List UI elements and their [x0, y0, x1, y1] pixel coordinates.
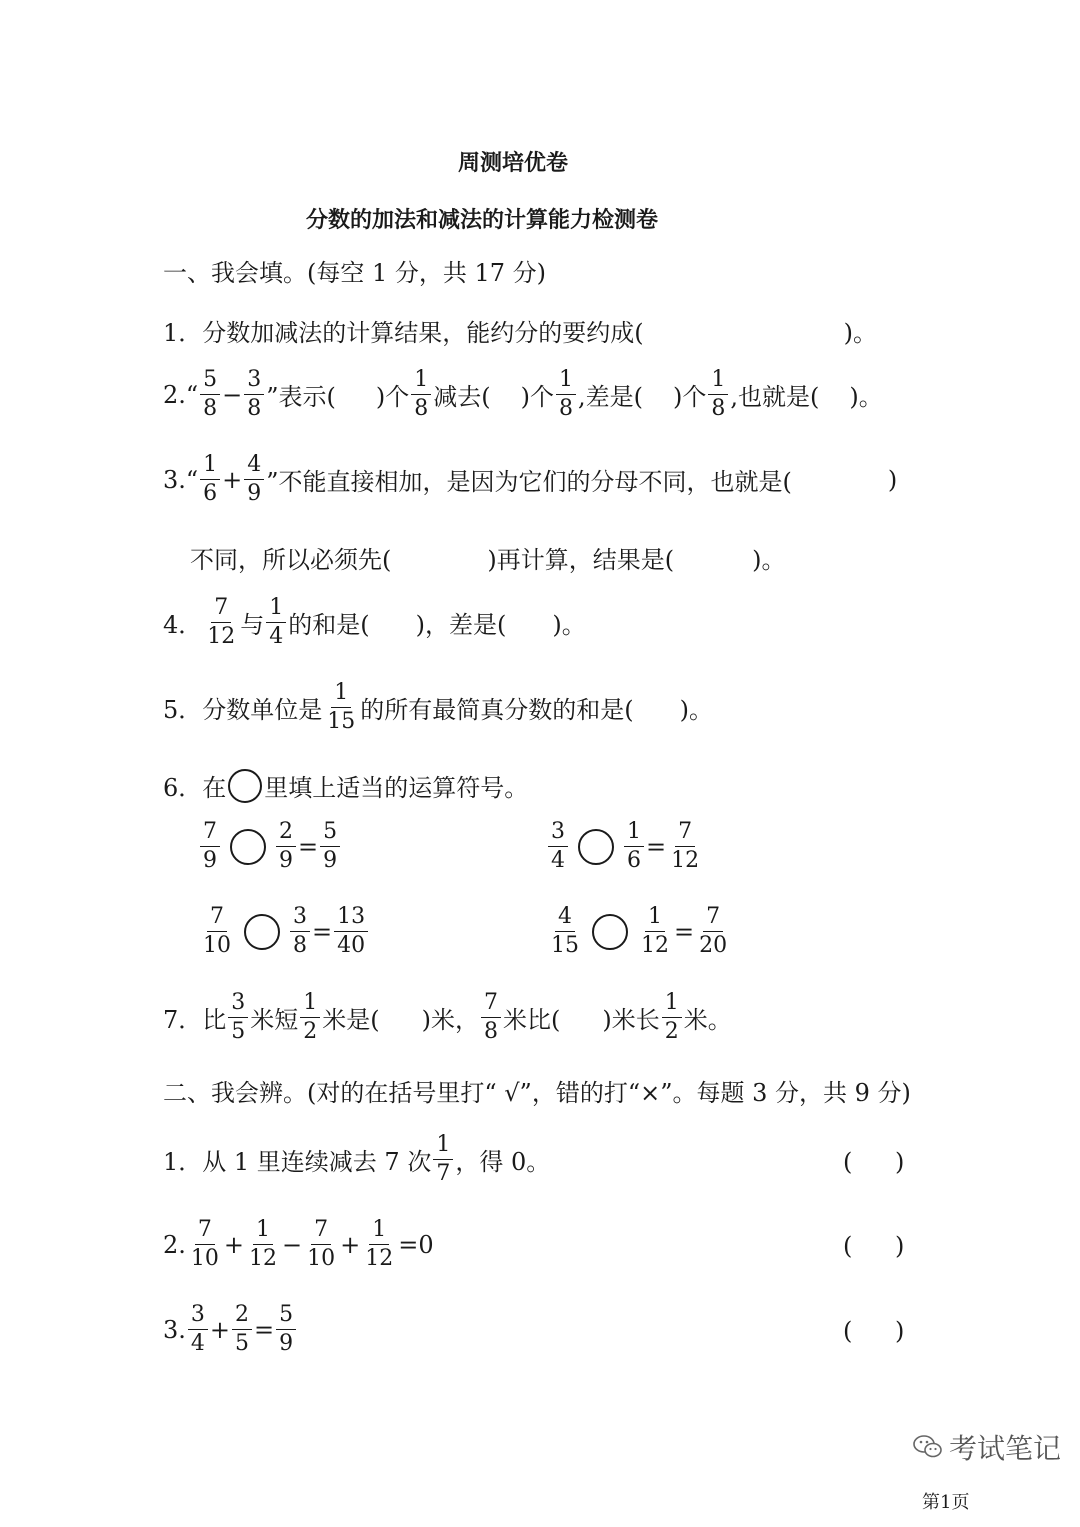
answer-parentheses[interactable]: ( ) [843, 1317, 905, 1345]
fraction: $\frac{5}{9}$ [276, 1303, 296, 1356]
question-1-7: 7． 比 $\frac{3}{5}$ 米短 $\frac{1}{2}$ 米是( )米， $\frac{7}{8}$ 米比( )米长 $\frac{1}{2}$ 米。 [163, 990, 732, 1044]
operator-circle[interactable] [578, 829, 614, 865]
operator-circle[interactable] [592, 914, 628, 950]
fraction: $\frac{7}{10}$ [190, 1217, 219, 1271]
question-1-6: 6． 在 里填上适当的运算符号。 [163, 768, 528, 803]
fraction: $\frac{7}{8}$ [481, 991, 501, 1044]
fraction: $\frac{7}{10}$ [307, 1217, 336, 1271]
question-2-3: 3. $\frac{3}{4}$ + $\frac{2}{5}$ = $\frac{5}{9}$ [163, 1303, 298, 1356]
fraction: $\frac{1}{8}$ [411, 368, 431, 421]
fraction: $\frac{3}{5}$ [228, 991, 248, 1044]
fraction: $\frac{5}{8}$ [200, 368, 220, 421]
operator-equation: $\frac{3}{4}$ $\frac{1}{6}$ = $\frac{7}{12}$ [546, 820, 704, 873]
question-1-3: 3.“ $\frac{1}{6}$ + $\frac{4}{9}$ ”不能直接相加，是因为它们的分母不同，也就是( ) [163, 452, 898, 506]
wechat-icon [913, 1434, 943, 1460]
answer-parentheses[interactable]: ( ) [843, 1232, 905, 1260]
fraction: $\frac{4}{9}$ [244, 453, 264, 506]
question-2-1: 1． 从 1 里连续减去 7 次 $\frac{1}{7}$ ，得 0。 [163, 1132, 551, 1186]
page-subtitle: 分数的加法和减法的计算能力检测卷 [306, 208, 659, 233]
fraction: $\frac{3}{4}$ [188, 1303, 208, 1356]
operator-circle[interactable] [230, 829, 266, 865]
section2-heading: 二、我会辨。(对的在括号里打“ √”，错的打“×”。每题 3 分，共 9 分) [163, 1079, 911, 1107]
question-1-4: 4． $\frac{7}{12}$ 与 $\frac{1}{4}$ 的和是( )，差是( )。 [163, 595, 586, 649]
page-number: 第1页 [922, 1492, 970, 1513]
circle-icon [228, 769, 262, 803]
question-1-1: 1． 分数加减法的计算结果，能约分的要约成( )。 [163, 319, 878, 347]
fraction: $\frac{1}{2}$ [300, 991, 320, 1044]
operator-equation: $\frac{4}{15}$ $\frac{1}{12}$ = $\frac{7}{20}$ [551, 904, 728, 958]
operator-circle[interactable] [244, 914, 280, 950]
question-2-2: 2. $\frac{7}{10}$ + $\frac{1}{12}$ − $\frac{7}{10}$ + $\frac{1}{12}$ =0 [163, 1217, 434, 1271]
answer-parentheses[interactable]: ( ) [843, 1148, 905, 1176]
watermark-text: 考试笔记 [949, 1432, 1062, 1465]
operator-equation: $\frac{7}{9}$ $\frac{2}{9}$ = $\frac{5}{9}$ [198, 820, 342, 873]
page-title: 周测培优卷 [458, 151, 569, 176]
fraction: $\frac{1}{12}$ [365, 1217, 394, 1271]
fraction: $\frac{1}{4}$ [266, 596, 286, 649]
fraction: $\frac{1}{8}$ [708, 368, 728, 421]
fraction: $\frac{1}{8}$ [556, 368, 576, 421]
fraction: $\frac{1}{15}$ [327, 680, 356, 734]
fraction: $\frac{1}{2}$ [662, 991, 682, 1044]
watermark [913, 1427, 1061, 1467]
fraction: $\frac{3}{8}$ [244, 368, 264, 421]
operator-equation: $\frac{7}{10}$ $\frac{3}{8}$ = $\frac{13}{40}$ [198, 905, 370, 958]
fraction: $\frac{1}{6}$ [200, 453, 220, 506]
fraction: $\frac{1}{12}$ [249, 1217, 278, 1271]
section1-heading: 一、我会填。(每空 1 分，共 17 分) [163, 259, 547, 287]
fraction: $\frac{1}{7}$ [433, 1133, 453, 1186]
question-1-2: 2.“ $\frac{5}{8}$ − $\frac{3}{8}$ ”表示( )个 $\frac{1}{8}$ 减去( )个 $\frac{1}{8}$ ,差是( )个 $\frac{1}{8}$ ,也就是( )。 [163, 367, 883, 421]
question-1-3-cont: 不同，所以必须先( )再计算，结果是( )。 [190, 546, 786, 574]
fraction: $\frac{7}{12}$ [207, 595, 236, 649]
fraction: $\frac{2}{5}$ [232, 1303, 252, 1356]
question-1-5: 5． 分数单位是 $\frac{1}{15}$ 的所有最简真分数的和是( )。 [163, 680, 714, 734]
